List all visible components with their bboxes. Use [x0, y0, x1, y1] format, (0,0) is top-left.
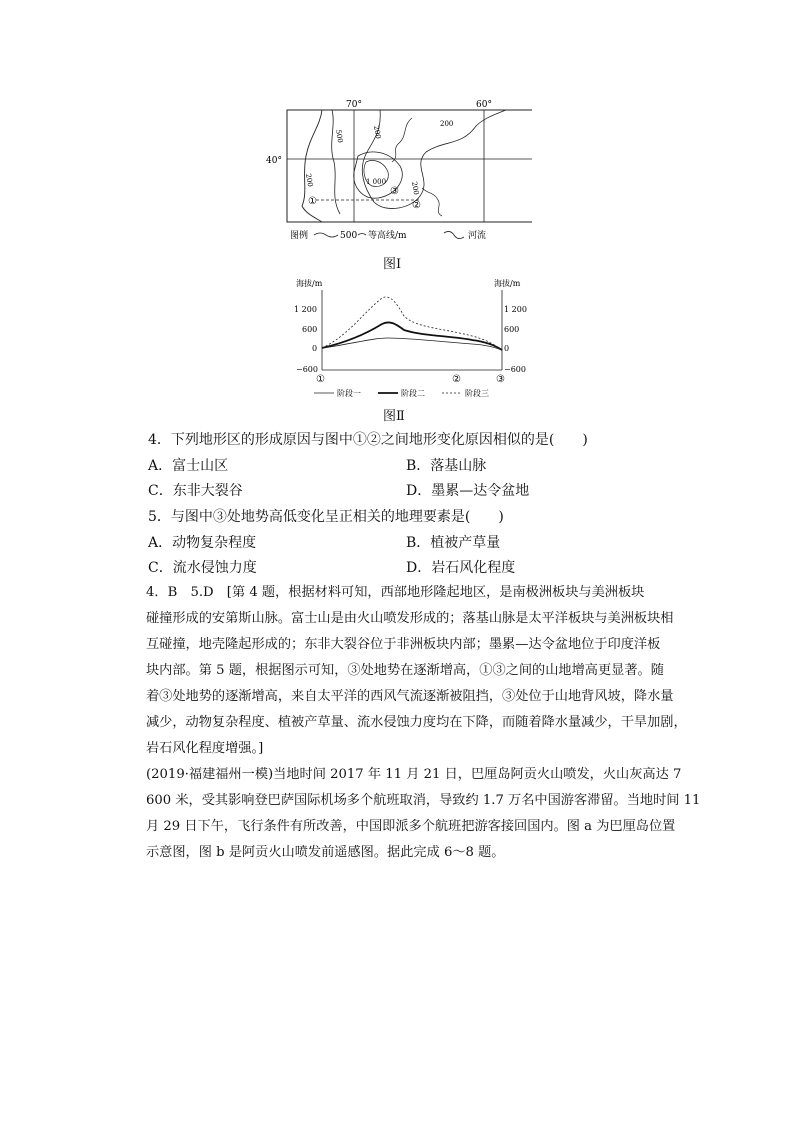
contour-label-5: 200 — [410, 180, 421, 196]
x-marker-2: ② — [452, 374, 461, 385]
tick-left-1200: 1 200 — [294, 305, 317, 314]
tick-right-1200: 1 200 — [504, 305, 527, 314]
question-5-option-c: C．流水侵蚀力度 — [148, 560, 257, 576]
contour-label-1: 500 — [334, 128, 345, 144]
y-title-left: 海拔/m — [296, 279, 323, 288]
tick-left-neg600: −600 — [296, 365, 318, 374]
material-passage — [146, 762, 701, 866]
tick-right-neg600: −600 — [504, 365, 526, 374]
legend-stage-2: 阶段二 — [401, 389, 425, 398]
answer-line-1: 4．B 5.D [第 4 题，根据材料可知，西部地形隆起地区，是南极洲板块与美洲板块 — [146, 585, 645, 600]
material-line-3: 月 29 日下午，飞行条件有所改善，中国即派多个航班把游客接回国内。图 a 为巴厘岛位置 — [146, 819, 676, 834]
label-lat-40: 40° — [266, 156, 282, 166]
question-5-stem: 5．与图中③处地势高低变化呈正相关的地理要素是( ) — [148, 509, 504, 525]
answer-line-5: 着③处地势的逐渐增高，来自太平洋的西风气流逐渐被阻挡，③处位于山地背风坡，降水量 — [146, 689, 674, 704]
material-line-4: 示意图，图 b 是阿贡火山喷发前遥感图。据此完成 6～8 题。 — [146, 845, 505, 860]
legend-river-symbol — [444, 231, 464, 238]
legend-prefix: 图例 — [290, 231, 309, 241]
profile-stage-3 — [322, 297, 502, 350]
x-marker-3: ③ — [496, 374, 505, 385]
label-lon-60: 60° — [476, 100, 492, 110]
legend-stage-1: 阶段一 — [337, 389, 361, 398]
legend-contour-value: 500 — [340, 231, 358, 241]
question-4-option-d: D．墨累—达令盆地 — [406, 483, 530, 499]
contour-label-6: 200 — [372, 124, 383, 140]
legend-river-text: 河流 — [468, 231, 487, 241]
x-marker-1: ① — [316, 374, 325, 385]
answer-line-3: 互碰撞，地壳隆起形成的；东非大裂谷位于非洲板块内部；墨累—达令盆地位于印度洋板 — [146, 637, 661, 652]
answer-line-2: 碰撞形成的安第斯山脉。富士山是由火山喷发形成的；落基山脉是太平洋板块与美洲板块相 — [146, 611, 674, 626]
contour-label-3: 200 — [304, 172, 315, 188]
answer-explanation — [146, 580, 687, 762]
figure-1-contour-map — [262, 96, 532, 246]
answer-line-4: 块内部。第 5 题，根据图示可知，③处地势在逐渐增高，①③之间的山地增高更显著。随 — [146, 663, 664, 678]
y-title-right: 海拔/m — [494, 279, 521, 288]
figure-2-caption: 图Ⅱ — [383, 409, 405, 424]
legend-stage-3: 阶段三 — [465, 389, 489, 398]
river-1 — [392, 118, 412, 162]
question-4-option-c: C．东非大裂谷 — [148, 483, 243, 499]
tick-right-600: 600 — [504, 325, 520, 334]
question-4-stem: 4．下列地形区的形成原因与图中①②之间地形变化原因相似的是( ) — [148, 432, 588, 448]
material-line-2: 600 米，受其影响登巴萨国际机场多个航班取消，导致约 1.7 万名中国游客滞留。当地时间 11 — [146, 793, 701, 808]
marker-3: ③ — [390, 186, 399, 197]
tick-left-0: 0 — [312, 344, 318, 353]
material-line-1: (2019·福建福州一模)当地时间 2017 年 11 月 21 日，巴厘岛阿贡火山喷发，火山灰高达 7 — [146, 767, 682, 782]
map-frame — [287, 110, 532, 222]
figure-1-caption: 图Ⅰ — [383, 257, 402, 272]
answer-line-7: 岩石风化程度增强。] — [146, 741, 264, 756]
figure-2-profile — [292, 276, 532, 402]
contour-500 — [332, 110, 340, 214]
legend-contour-symbol — [314, 233, 338, 237]
question-5-option-a: A．动物复杂程度 — [148, 535, 257, 551]
answer-line-6: 减少，动物复杂程度、植被产草量、流水侵蚀力度均在下降，而随着降水量减少，干旱加剧， — [146, 715, 687, 730]
river-2 — [422, 188, 442, 216]
tick-right-0: 0 — [504, 344, 510, 353]
legend-contour-symbol-2 — [358, 234, 366, 236]
legend-contour-text: 等高线/m — [368, 231, 407, 241]
contour-label-2: 200 — [440, 120, 454, 128]
question-4-option-b: B．落基山脉 — [406, 458, 487, 474]
tick-left-600: 600 — [302, 325, 318, 334]
question-5-option-b: B．植被产草量 — [406, 535, 501, 551]
marker-1: ① — [308, 196, 317, 207]
contour-label-4: 1 000 — [366, 178, 387, 186]
marker-2: ② — [412, 200, 421, 211]
question-4-option-a: A．富士山区 — [148, 458, 229, 474]
profile-stage-2 — [322, 322, 502, 350]
question-5-option-d: D．岩石风化程度 — [406, 560, 516, 576]
label-lon-70: 70° — [346, 100, 362, 110]
